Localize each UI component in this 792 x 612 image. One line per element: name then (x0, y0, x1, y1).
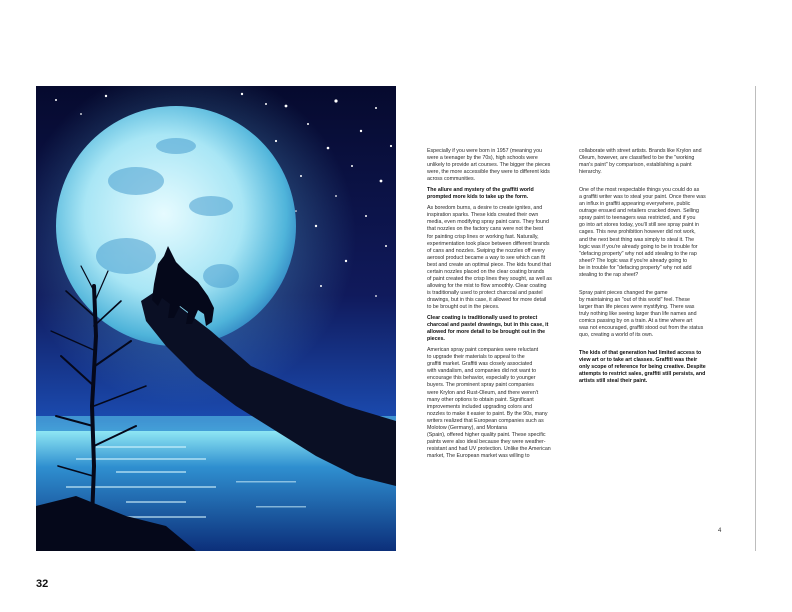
paragraph: One of the most respectable things you could do as a graffiti writer was to steal your paint. Once there was an influx in graffiti appearing everywhere, public outrage ensued and retailers cracked down. Selling spray paint to teenagers was restricted, and if you go into art stores today, you'll still see spray paint in cages. This new prohibition however did not work, and the next best thing was simply to steal it. The logic was if you're already going to be in trouble for "defacing property" why not add stealing to the rap sheet? The logic was if you're already going to be in trouble for "defacing property" why not add stealing to the rap sheet? (579, 187, 706, 278)
paragraph: collaborate with street artists. Brands like Krylon and Oleum, however, are classified to be the "working man's paint" by comparison, establishing a paint hierarchy. (579, 148, 702, 176)
paragraph: Especially if you were born in 1957 (meaning you were a teenager by the 70s), high schools were unlikely to provide art courses. The bigger the pieces were, the more accessible they were to different kids across communities. (427, 148, 551, 183)
paragraph: As boredom burns, a desire to create ignites, and inspiration sparks. These kids created their own media, even modifying spray paint cans. They found that nozzles on the factory cans were not the best for painting crisp lines or working fast. Naturally, experimentation took place between different brands of cans and nozzles. Swiping the nozzles off every aerosol product became a way to see which can fit best and create an optimal piece. The kids found that certain nozzles placed on the clear coating brands of paint created the crisp lines they sought, as well as allowing for the mist to flow smoothly. Clear coating is traditionally used to protect charcoal and pastel drawings, but in this case, it allowed for more detail to be brought out in the pieces. (427, 205, 552, 310)
page-number-right: 4 (718, 528, 722, 534)
text-column-left (427, 148, 573, 464)
page-number-left: 32 (36, 578, 49, 590)
text-column-right (579, 148, 725, 389)
paragraph: Spray paint pieces changed the game by maintaining an "out of this world" feel. These larger than life pieces were mystifying. There was truly nothing like seeing larger than life names and comics passing by on a train. At a time where art was not encouraged, graffiti stood out from the status quo, creating a world of its own. (579, 289, 704, 339)
paragraph: American spray paint companies were reluctant to upgrade their materials to appeal to the graffiti market. Graffiti was closely associated with vandalism, and companies did not want to encourage this behavior, especially to younger buyers. The prominent spray paint companies were Krylon and Rust-Oleum, and there weren't many other options to obtain paint. Significant improvements included upgrading colors and nozzles to make it easier to paint. By the 90s, many writers realized that European companies such as Molotow (Germany), and Montana (Spain), offered higher quality paint. These specific paints were also ideal because they were weather- resistant and had UV protection. Unlike the American market, The European market was willing to (427, 347, 551, 459)
painting-svg (36, 86, 396, 551)
closing-statement: The kids of that generation had limited access to view art or to take art classes. Graffiti was their only scope of reference for being creative. Despite attempts to restrict sales, graffiti still persists, and artists still steal their paint. (579, 350, 706, 385)
page-edge-rule (755, 86, 756, 551)
wolf-moon-painting (36, 86, 396, 551)
pull-quote: The allure and mystery of the graffiti world prompted more kids to take up the form. (427, 187, 534, 201)
pull-quote: Clear coating is traditionally used to protect charcoal and pastel drawings, but in this case, it allowed for more detail to be brought out in the pieces. (427, 315, 549, 343)
